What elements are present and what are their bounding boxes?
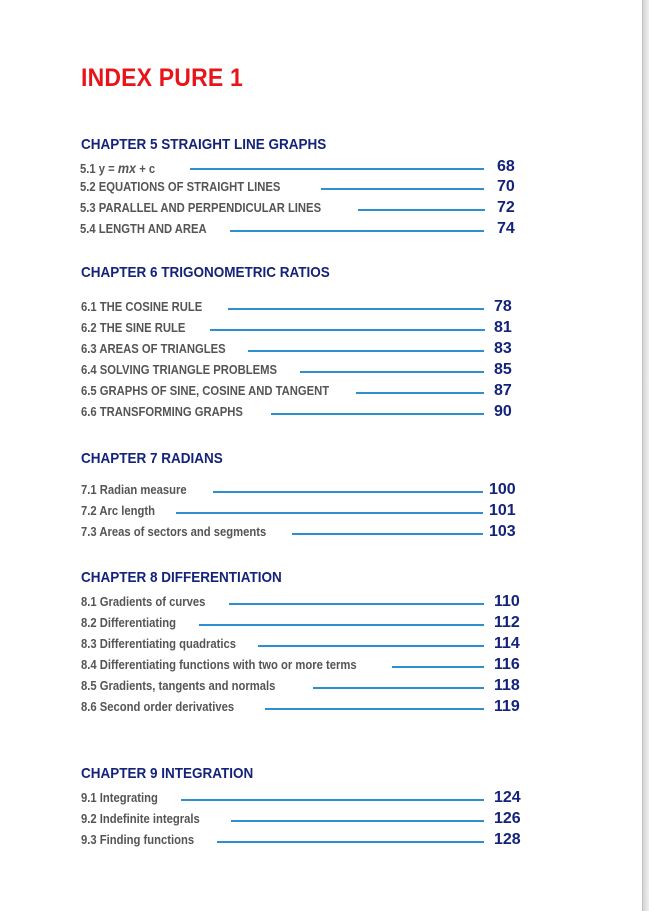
toc-page-number: 119 — [494, 698, 520, 715]
leader-line — [190, 168, 484, 170]
toc-page-number: 68 — [497, 158, 515, 175]
leader-line — [313, 687, 484, 689]
toc-page-number: 118 — [494, 677, 520, 694]
toc-entry[interactable] — [80, 158, 520, 178]
chapter-heading: CHAPTER 5 STRAIGHT LINE GRAPHS — [81, 136, 327, 153]
toc-entry-label: 7.3 Areas of sectors and segments — [81, 525, 267, 539]
leader-line — [265, 708, 484, 710]
toc-entry[interactable] — [80, 614, 520, 634]
leader-line — [392, 666, 484, 668]
leader-line — [321, 188, 484, 190]
toc-entry-label: 6.3 AREAS OF TRIANGLES — [81, 342, 226, 356]
toc-entry[interactable] — [80, 199, 520, 219]
toc-entry-label: 8.4 Differentiating functions with two or more terms — [81, 658, 357, 672]
leader-line — [231, 820, 484, 822]
leader-line — [176, 512, 483, 514]
toc-page-number: 124 — [494, 789, 521, 806]
toc-page-number: 128 — [494, 831, 521, 848]
toc-page-number: 85 — [494, 361, 512, 378]
chapter-heading: CHAPTER 7 RADIANS — [81, 450, 223, 467]
toc-entry-label: 7.1 Radian measure — [81, 483, 187, 497]
toc-page-number: 74 — [497, 220, 515, 237]
toc-entry[interactable] — [80, 178, 520, 198]
toc-entry[interactable] — [80, 340, 520, 360]
toc-page-number: 116 — [494, 656, 520, 673]
toc-entry[interactable] — [80, 635, 520, 655]
toc-page-number: 110 — [494, 593, 520, 610]
toc-entry-label: 9.3 Finding functions — [81, 833, 195, 847]
toc-entry[interactable] — [80, 656, 520, 676]
toc-entry[interactable] — [80, 593, 520, 613]
page-title: INDEX PURE 1 — [81, 64, 243, 92]
leader-line — [300, 371, 484, 373]
toc-entry-label: 5.2 EQUATIONS OF STRAIGHT LINES — [80, 180, 281, 194]
toc-entry-label: 8.2 Differentiating — [81, 616, 177, 630]
toc-page-number: 103 — [489, 523, 516, 540]
toc-entry-label: 6.6 TRANSFORMING GRAPHS — [81, 405, 243, 419]
toc-entry[interactable] — [80, 481, 520, 501]
toc-entry[interactable] — [80, 831, 520, 851]
toc-entry-label: 9.1 Integrating — [81, 791, 158, 805]
toc-entry[interactable] — [80, 382, 520, 402]
toc-page-number: 81 — [494, 319, 512, 336]
leader-line — [199, 624, 484, 626]
toc-entry[interactable] — [80, 502, 520, 522]
toc-entry-label: 6.2 THE SINE RULE — [81, 321, 186, 335]
toc-entry-label: 6.5 GRAPHS OF SINE, COSINE AND TANGENT — [81, 384, 330, 398]
toc-page-number: 101 — [489, 502, 516, 519]
toc-entry[interactable] — [80, 403, 520, 423]
toc-entry-label: 5.1 y = mx + c — [80, 160, 156, 176]
leader-line — [271, 413, 484, 415]
toc-page-number: 100 — [489, 481, 516, 498]
leader-line — [210, 329, 485, 331]
leader-line — [213, 491, 483, 493]
toc-entry[interactable] — [80, 523, 520, 543]
leader-line — [356, 392, 484, 394]
toc-page-number: 90 — [494, 403, 512, 420]
math-variable: mx — [117, 160, 137, 176]
toc-entry[interactable] — [80, 319, 520, 339]
toc-entry[interactable] — [80, 361, 520, 381]
toc-entry[interactable] — [80, 698, 520, 718]
toc-entry-label: 7.2 Arc length — [81, 504, 155, 518]
toc-entry-label: 8.5 Gradients, tangents and normals — [81, 679, 276, 693]
chapter-heading: CHAPTER 6 TRIGONOMETRIC RATIOS — [81, 264, 330, 281]
toc-page-number: 126 — [494, 810, 521, 827]
chapter-heading: CHAPTER 9 INTEGRATION — [81, 765, 254, 782]
leader-line — [248, 350, 484, 352]
toc-page-number: 112 — [494, 614, 520, 631]
toc-page-number: 114 — [494, 635, 520, 652]
leader-line — [258, 645, 484, 647]
toc-entry-label: 6.1 THE COSINE RULE — [81, 300, 203, 314]
toc-page-number: 87 — [494, 382, 512, 399]
toc-entry[interactable] — [80, 677, 520, 697]
toc-page-number: 83 — [494, 340, 512, 357]
toc-entry-label: 8.3 Differentiating quadratics — [81, 637, 237, 651]
leader-line — [228, 308, 484, 310]
leader-line — [292, 533, 483, 535]
toc-page-number: 72 — [497, 199, 515, 216]
toc-entry-label: 8.1 Gradients of curves — [81, 595, 206, 609]
toc-entry[interactable] — [80, 298, 520, 318]
chapter-heading: CHAPTER 8 DIFFERENTIATION — [81, 569, 282, 586]
toc-entry-label: 6.4 SOLVING TRIANGLE PROBLEMS — [81, 363, 278, 377]
toc-entry-label: 8.6 Second order derivatives — [81, 700, 235, 714]
leader-line — [217, 841, 484, 843]
toc-entry-label: 5.3 PARALLEL AND PERPENDICULAR LINES — [80, 201, 322, 215]
toc-entry[interactable] — [80, 220, 520, 240]
toc-entry[interactable] — [80, 810, 520, 830]
toc-page-number: 78 — [494, 298, 512, 315]
leader-line — [358, 209, 485, 211]
page-edge-shadow — [642, 0, 649, 911]
leader-line — [181, 799, 484, 801]
toc-entry-label: 9.2 Indefinite integrals — [81, 812, 200, 826]
leader-line — [230, 230, 484, 232]
toc-entry-label: 5.4 LENGTH AND AREA — [80, 222, 207, 236]
toc-page-number: 70 — [497, 178, 515, 195]
leader-line — [229, 603, 484, 605]
toc-entry[interactable] — [80, 789, 520, 809]
